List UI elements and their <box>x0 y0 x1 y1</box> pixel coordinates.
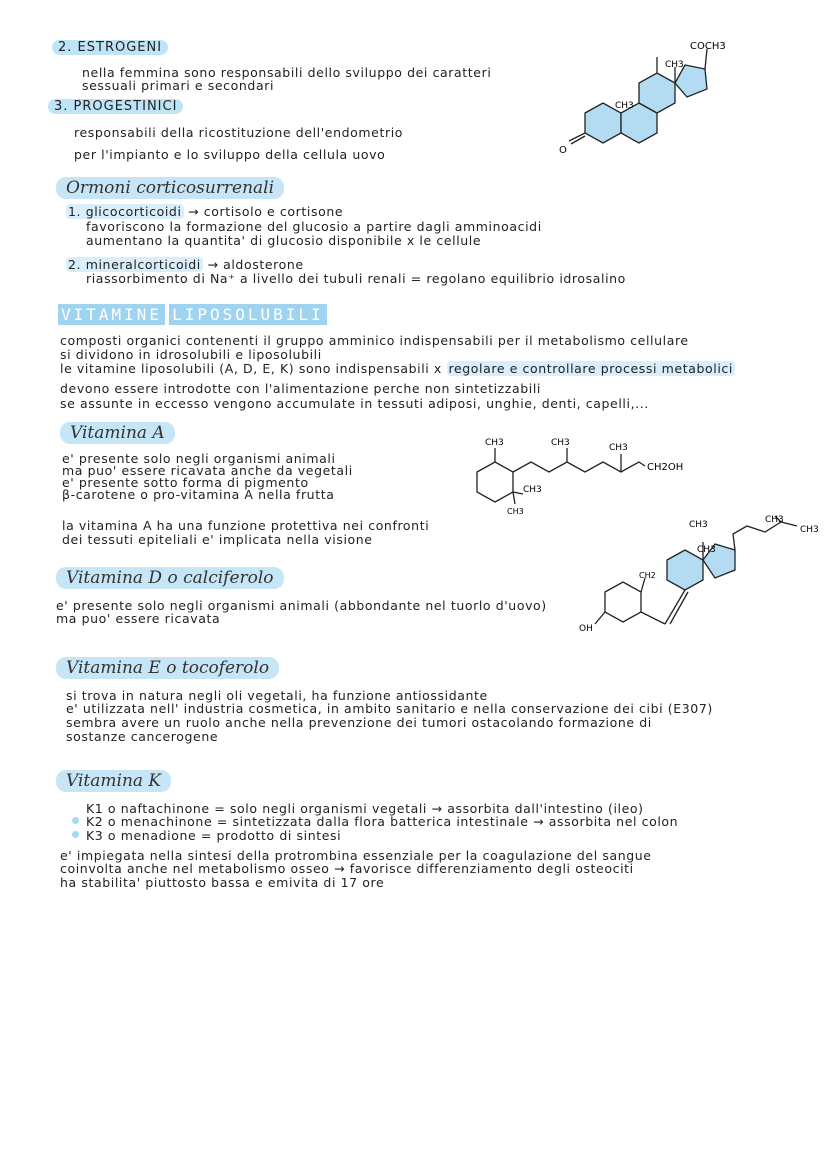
section-title-corticosurrenali: Ormoni corticosurrenali <box>56 177 284 199</box>
mineralcorticoidi-term: 2. mineralcorticoidi <box>68 257 201 272</box>
vit-k1-text: K1 o naftachinone = solo negli organismi vegetali → assorbita dall'intestino (ileo) <box>86 801 644 816</box>
mineralcorticoidi-head <box>66 258 304 271</box>
vit-a-text-2: ma puo' essere ricavata anche da vegetali <box>62 463 353 478</box>
vit-a-text-6: dei tessuti epiteliali e' implicata nella visione <box>62 532 373 547</box>
vit-k3-text: K3 o menadione = prodotto di sintesi <box>86 828 342 843</box>
banner-word: VITAMINE <box>58 304 165 325</box>
vit-k-text-1: e' impiegata nella sintesi della protrombina essenziale per la coagulazione del sangue <box>60 848 652 863</box>
bullet-icon <box>72 831 79 838</box>
ch2-label: CH2 <box>639 571 656 580</box>
vit-k-text-2: coinvolta anche nel metabolismo osseo → favorisce differenziamento degli osteociti <box>60 861 634 876</box>
section-title-vitamina-k: Vitamina K <box>56 770 171 792</box>
ch3-label: CH3 <box>551 438 570 448</box>
ch3-label: CH3 <box>697 545 716 555</box>
ch3-label: CH3 <box>523 485 542 495</box>
coch3-label: COCH3 <box>690 41 726 52</box>
glicocorticoidi-text-1: favoriscono la formazione del glucosio a partire dagli amminoacidi <box>86 219 542 234</box>
bullet-icon <box>72 817 79 824</box>
oh-label: OH <box>579 624 593 634</box>
vit-d-text-1: e' presente solo negli organismi animali (abbondante nel tuorlo d'uovo) <box>56 598 547 613</box>
glicocorticoidi-head <box>66 205 343 218</box>
section-title-vitamina-d: Vitamina D o calciferolo <box>56 567 284 589</box>
ch3-label: CH3 <box>485 438 504 448</box>
progestinici-label: 3. PROGESTINICI <box>48 99 183 114</box>
vitamine-text-3b: regolare e controllare processi metabolici <box>448 361 733 376</box>
retinol-ring <box>477 462 513 502</box>
ch3-label: CH3 <box>765 515 784 525</box>
vit-d-text-2: ma puo' essere ricavata <box>56 611 221 626</box>
vitamine-text-2: si dividono in idrosolubili e liposolubili <box>60 347 322 362</box>
vit-e-text-4: sostanze cancerogene <box>66 729 219 744</box>
glicocorticoidi-arrow: → cortisolo e cortisone <box>188 204 344 219</box>
vitamine-text-1: composti organici contenenti il gruppo amminico indispensabili per il metabolismo cellulare <box>60 333 689 348</box>
ch3-label: CH3 <box>665 60 684 70</box>
mineralcorticoidi-text-1: riassorbimento di Na⁺ a livello dei tubuli renali = regolano equilibrio idrosalino <box>86 271 626 286</box>
vit-k-text-3: ha stabilita' piuttosto bassa e emivita di 17 ore <box>60 875 385 890</box>
vitamine-text-4: devono essere introdotte con l'alimentazione perche non sintetizzabili <box>60 381 541 396</box>
vitamine-text-3 <box>60 362 735 375</box>
vit-e-text-3: sembra avere un ruolo anche nella prevenzione dei tumori ostacolando formazione di <box>66 715 652 730</box>
vitamine-text-5: se assunte in eccesso vengono accumulate in tessuti adiposi, unghie, denti, capelli,... <box>60 396 649 411</box>
ch2oh-label: CH2OH <box>647 462 684 473</box>
vit-a-text-3: e' presente sotto forma di pigmento <box>62 475 309 490</box>
ch3-label: CH3 <box>800 525 819 535</box>
progestinici-text-2: per l'impianto e lo sviluppo della cellula uovo <box>74 147 386 162</box>
vit-k2-text: K2 o menachinone = sintetizzata dalla flora batterica intestinale → assorbita nel colon <box>86 814 679 829</box>
section-title-vitamina-e: Vitamina E o tocoferolo <box>56 657 279 679</box>
ring-a <box>605 582 641 622</box>
vit-e-text-2: e' utilizzata nell' industria cosmetica, in ambito sanitario e nella conservazione dei cibi (E307) <box>66 701 713 716</box>
ring-c <box>667 550 703 590</box>
glicocorticoidi-term: 1. glicocorticoidi <box>68 204 182 219</box>
vit-a-text-5: la vitamina A ha una funzione protettiva nei confronti <box>62 518 430 533</box>
calciferol-structure <box>575 512 825 642</box>
progesterone-structure <box>555 35 785 170</box>
vit-e-text-1: si trova in natura negli oli vegetali, ha funzione antiossidante <box>66 688 488 703</box>
retinol-structure <box>465 432 715 522</box>
estrogeni-text-1: nella femmina sono responsabili dello sviluppo dei caratteri <box>82 65 492 80</box>
glicocorticoidi-text-2: aumentano la quantita' di glucosio disponibile x le cellule <box>86 233 482 248</box>
estrogeni-text-2: sessuali primari e secondari <box>82 78 275 93</box>
vit-a-text-1: e' presente solo negli organismi animali <box>62 451 336 466</box>
mineralcorticoidi-arrow: → aldosterone <box>207 257 304 272</box>
ch3-label: CH3 <box>609 443 628 453</box>
vitamine-text-3a: le vitamine liposolubili (A, D, E, K) sono indispensabili x <box>60 361 442 376</box>
section-title-vitamina-a: Vitamina A <box>60 422 175 444</box>
vit-a-text-4: β-carotene o pro-vitamina A nella frutta <box>62 487 335 502</box>
ch3-label: CH3 <box>615 101 634 111</box>
banner-word: LIPOSOLUBILI <box>169 304 327 325</box>
ch3-label: CH3 <box>689 520 708 530</box>
progestinici-text-1: responsabili della ricostituzione dell'endometrio <box>74 125 404 140</box>
estrogeni-label: 2. ESTROGENI <box>52 40 168 55</box>
banner-vitamine-liposolubili <box>58 305 331 324</box>
retinol-chain <box>513 462 645 472</box>
oxo-label: O <box>559 145 567 156</box>
ch3-label: CH3 <box>507 507 524 516</box>
